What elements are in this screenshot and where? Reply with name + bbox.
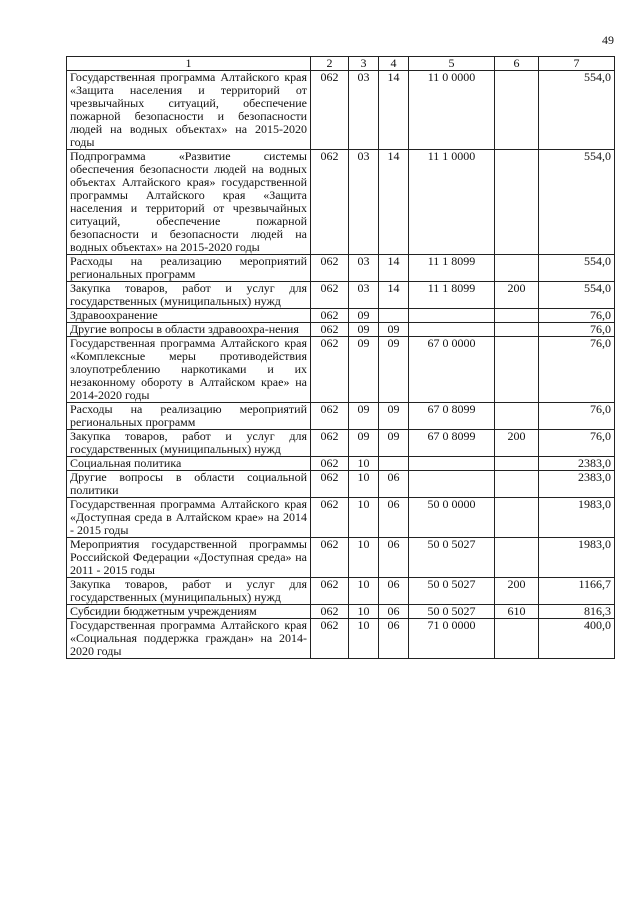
section-code-cell: 03 <box>349 282 379 309</box>
row-name-cell: Подпрограмма «Развитие системы обеспечения безопасности людей на водных объектах Алтайского края» государственной программы Алтайского края «Защита населения и территорий от чрезвычайных ситуаций, обеспечение пожарной безопасности и безопасности людей на водных объектах» на 2015-2020 годы <box>67 150 311 255</box>
subsection-code-cell <box>379 309 409 323</box>
row-name-cell: Закупка товаров, работ и услуг для государственных (муниципальных) нужд <box>67 578 311 605</box>
table-row <box>67 619 615 659</box>
amount-cell: 554,0 <box>539 282 615 309</box>
amount-cell: 400,0 <box>539 619 615 659</box>
ministry-code-cell: 062 <box>311 337 349 403</box>
section-code-cell: 09 <box>349 430 379 457</box>
ministry-code-cell: 062 <box>311 309 349 323</box>
table-row <box>67 323 615 337</box>
row-name-cell: Государственная программа Алтайского края «Социальная поддержка граждан» на 2014-2020 годы <box>67 619 311 659</box>
row-name-cell: Закупка товаров, работ и услуг для государственных (муниципальных) нужд <box>67 430 311 457</box>
row-name-cell: Мероприятия государственной программы Российской Федерации «Доступная среда» на 2011 - 2015 годы <box>67 538 311 578</box>
section-code-cell: 10 <box>349 457 379 471</box>
section-code-cell: 10 <box>349 498 379 538</box>
expense-type-cell: 610 <box>495 605 539 619</box>
subsection-code-cell: 14 <box>379 255 409 282</box>
expense-type-cell <box>495 471 539 498</box>
row-name-cell: Расходы на реализацию мероприятий региональных программ <box>67 255 311 282</box>
row-name-cell: Расходы на реализацию мероприятий региональных программ <box>67 403 311 430</box>
row-name-cell: Государственная программа Алтайского края «Защита населения и территорий от чрезвычайных ситуаций, обеспечение пожарной безопасности и безопасности людей на водных объектах» на 2015-2020 годы <box>67 71 311 150</box>
subsection-code-cell: 06 <box>379 605 409 619</box>
subsection-code-cell: 06 <box>379 619 409 659</box>
target-article-cell <box>409 457 495 471</box>
header-cell: 6 <box>495 57 539 71</box>
table-row <box>67 430 615 457</box>
header-cell: 1 <box>67 57 311 71</box>
section-code-cell: 10 <box>349 578 379 605</box>
table-row <box>67 150 615 255</box>
table-row <box>67 605 615 619</box>
target-article-cell: 11 1 0000 <box>409 150 495 255</box>
subsection-code-cell: 06 <box>379 471 409 498</box>
budget-table <box>66 56 615 659</box>
target-article-cell: 67 0 0000 <box>409 337 495 403</box>
expense-type-cell <box>495 498 539 538</box>
expense-type-cell <box>495 337 539 403</box>
table-row <box>67 71 615 150</box>
header-row <box>67 57 615 71</box>
table-row <box>67 403 615 430</box>
row-name-cell: Социальная политика <box>67 457 311 471</box>
ministry-code-cell: 062 <box>311 471 349 498</box>
subsection-code-cell: 06 <box>379 498 409 538</box>
target-article-cell <box>409 309 495 323</box>
ministry-code-cell: 062 <box>311 323 349 337</box>
row-name-cell: Здравоохранение <box>67 309 311 323</box>
table-row <box>67 498 615 538</box>
subsection-code-cell: 09 <box>379 430 409 457</box>
amount-cell: 2383,0 <box>539 457 615 471</box>
table-row <box>67 471 615 498</box>
section-code-cell: 10 <box>349 619 379 659</box>
target-article-cell: 67 0 8099 <box>409 430 495 457</box>
expense-type-cell <box>495 538 539 578</box>
header-cell: 4 <box>379 57 409 71</box>
amount-cell: 76,0 <box>539 337 615 403</box>
subsection-code-cell: 06 <box>379 578 409 605</box>
target-article-cell: 50 0 5027 <box>409 578 495 605</box>
section-code-cell: 03 <box>349 255 379 282</box>
section-code-cell: 09 <box>349 337 379 403</box>
ministry-code-cell: 062 <box>311 71 349 150</box>
subsection-code-cell <box>379 457 409 471</box>
expense-type-cell: 200 <box>495 282 539 309</box>
header-cell: 2 <box>311 57 349 71</box>
expense-type-cell <box>495 150 539 255</box>
amount-cell: 76,0 <box>539 403 615 430</box>
subsection-code-cell: 06 <box>379 538 409 578</box>
amount-cell: 1166,7 <box>539 578 615 605</box>
table-row <box>67 578 615 605</box>
row-name-cell: Закупка товаров, работ и услуг для государственных (муниципальных) нужд <box>67 282 311 309</box>
subsection-code-cell: 09 <box>379 323 409 337</box>
section-code-cell: 10 <box>349 605 379 619</box>
target-article-cell: 67 0 8099 <box>409 403 495 430</box>
expense-type-cell <box>495 323 539 337</box>
amount-cell: 554,0 <box>539 150 615 255</box>
section-code-cell: 09 <box>349 403 379 430</box>
ministry-code-cell: 062 <box>311 403 349 430</box>
row-name-cell: Другие вопросы в области здравоохра-нения <box>67 323 311 337</box>
section-code-cell: 09 <box>349 309 379 323</box>
target-article-cell: 50 0 5027 <box>409 538 495 578</box>
expense-type-cell <box>495 71 539 150</box>
table-row <box>67 282 615 309</box>
section-code-cell: 03 <box>349 150 379 255</box>
header-cell: 7 <box>539 57 615 71</box>
amount-cell: 76,0 <box>539 323 615 337</box>
amount-cell: 1983,0 <box>539 538 615 578</box>
subsection-code-cell: 14 <box>379 71 409 150</box>
target-article-cell: 11 1 8099 <box>409 255 495 282</box>
table-row <box>67 255 615 282</box>
target-article-cell: 11 1 8099 <box>409 282 495 309</box>
header-cell: 3 <box>349 57 379 71</box>
ministry-code-cell: 062 <box>311 150 349 255</box>
amount-cell: 2383,0 <box>539 471 615 498</box>
ministry-code-cell: 062 <box>311 578 349 605</box>
section-code-cell: 10 <box>349 471 379 498</box>
row-name-cell: Субсидии бюджетным учреждениям <box>67 605 311 619</box>
page-number: 49 <box>602 33 614 47</box>
ministry-code-cell: 062 <box>311 282 349 309</box>
target-article-cell: 50 0 0000 <box>409 498 495 538</box>
ministry-code-cell: 062 <box>311 619 349 659</box>
expense-type-cell <box>495 457 539 471</box>
expense-type-cell: 200 <box>495 578 539 605</box>
section-code-cell: 10 <box>349 538 379 578</box>
target-article-cell: 11 0 0000 <box>409 71 495 150</box>
header-cell: 5 <box>409 57 495 71</box>
ministry-code-cell: 062 <box>311 430 349 457</box>
expense-type-cell: 200 <box>495 430 539 457</box>
ministry-code-cell: 062 <box>311 498 349 538</box>
target-article-cell <box>409 471 495 498</box>
table-row <box>67 457 615 471</box>
row-name-cell: Другие вопросы в области социальной политики <box>67 471 311 498</box>
ministry-code-cell: 062 <box>311 538 349 578</box>
amount-cell: 76,0 <box>539 309 615 323</box>
row-name-cell: Государственная программа Алтайского края «Комплексные меры противодействия злоупотреблению наркотиками и их незаконному обороту в Алтайском крае» на 2014-2020 годы <box>67 337 311 403</box>
subsection-code-cell: 14 <box>379 282 409 309</box>
row-name-cell: Государственная программа Алтайского края «Доступная среда в Алтайском крае» на 2014 - 2015 годы <box>67 498 311 538</box>
table-body <box>67 71 615 659</box>
amount-cell: 554,0 <box>539 255 615 282</box>
target-article-cell <box>409 323 495 337</box>
expense-type-cell <box>495 255 539 282</box>
ministry-code-cell: 062 <box>311 457 349 471</box>
amount-cell: 1983,0 <box>539 498 615 538</box>
section-code-cell: 09 <box>349 323 379 337</box>
amount-cell: 76,0 <box>539 430 615 457</box>
expense-type-cell <box>495 403 539 430</box>
table-row <box>67 337 615 403</box>
expense-type-cell <box>495 619 539 659</box>
ministry-code-cell: 062 <box>311 605 349 619</box>
table-row <box>67 309 615 323</box>
subsection-code-cell: 09 <box>379 403 409 430</box>
subsection-code-cell: 14 <box>379 150 409 255</box>
target-article-cell: 71 0 0000 <box>409 619 495 659</box>
ministry-code-cell: 062 <box>311 255 349 282</box>
table-row <box>67 538 615 578</box>
section-code-cell: 03 <box>349 71 379 150</box>
expense-type-cell <box>495 309 539 323</box>
amount-cell: 816,3 <box>539 605 615 619</box>
target-article-cell: 50 0 5027 <box>409 605 495 619</box>
subsection-code-cell: 09 <box>379 337 409 403</box>
amount-cell: 554,0 <box>539 71 615 150</box>
